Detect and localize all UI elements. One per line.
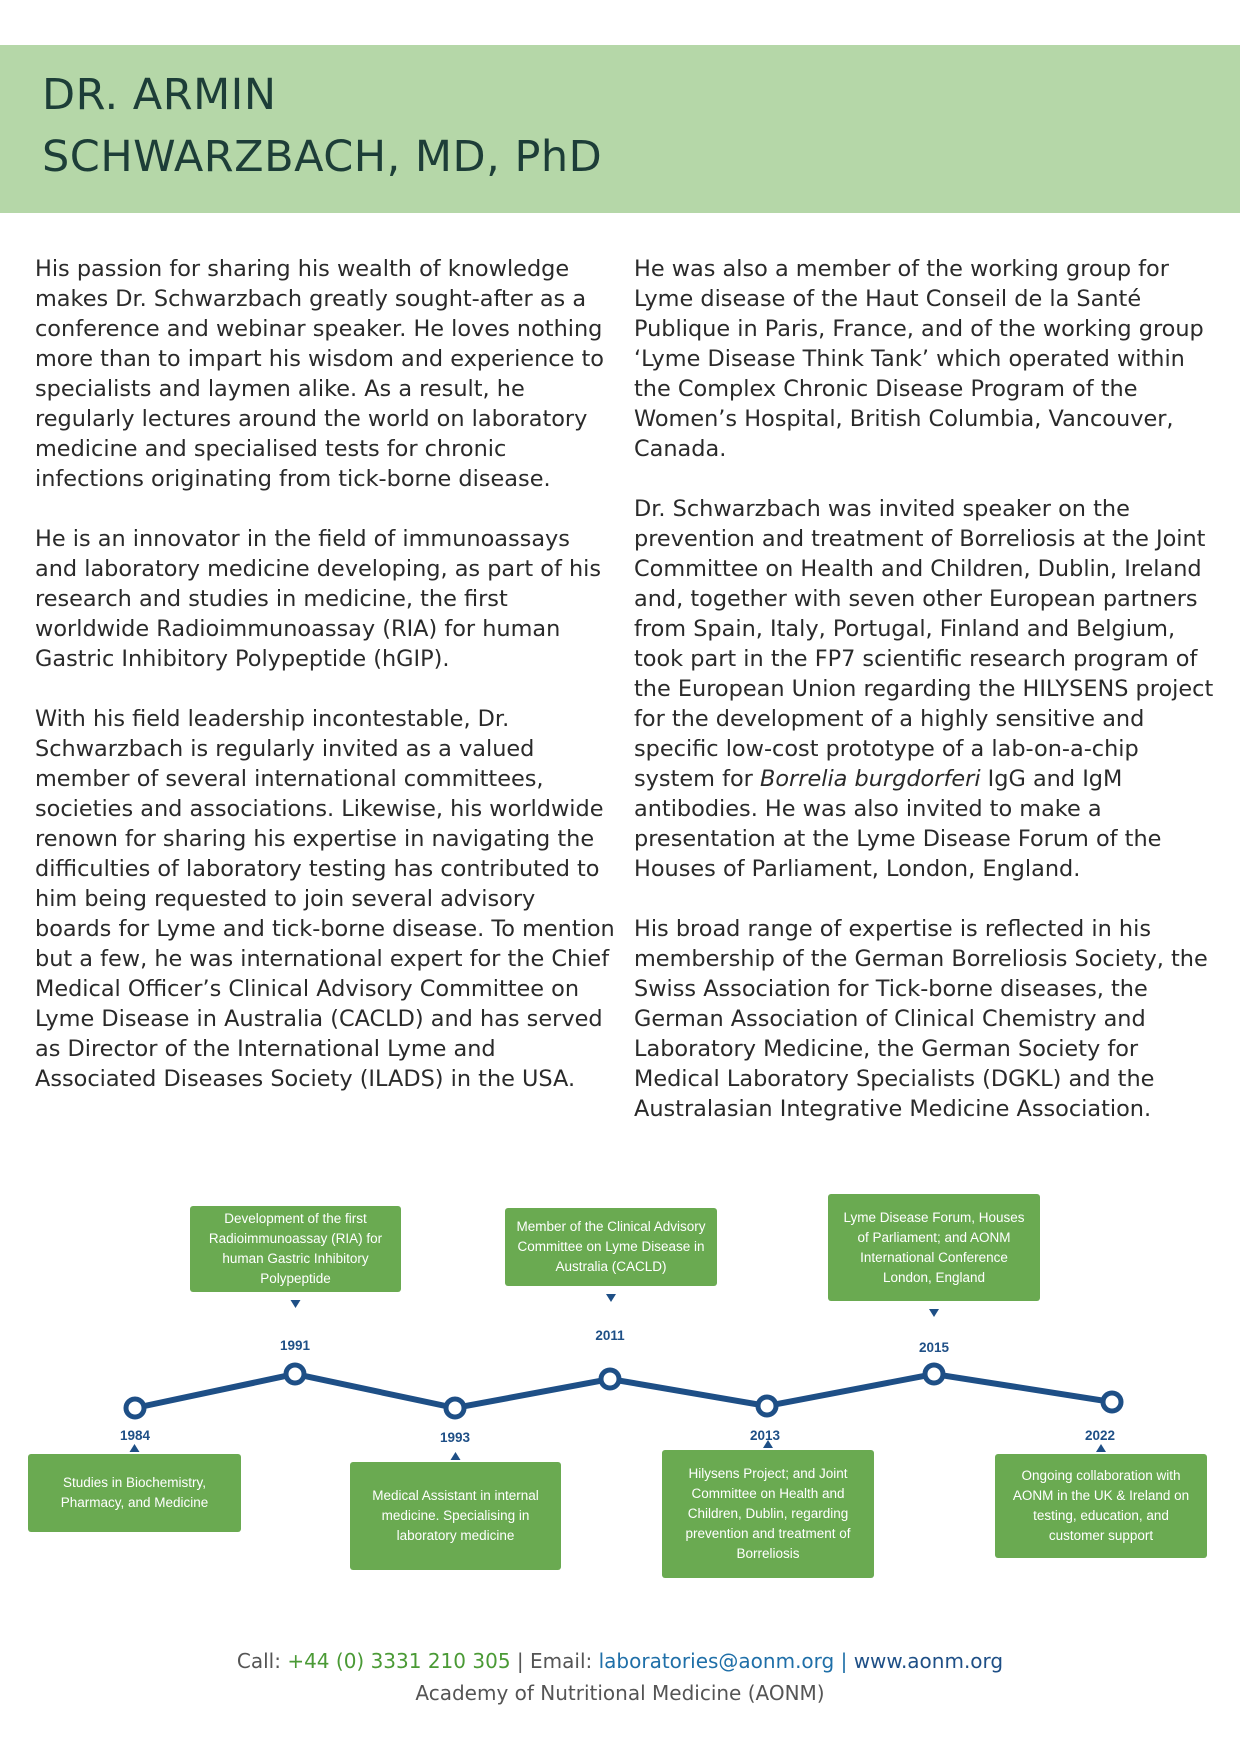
timeline-node (758, 1397, 776, 1415)
timeline-node (925, 1365, 943, 1383)
left-column (35, 254, 615, 1124)
timeline-event-box: Ongoing collaboration with AONM in the UK & Ireland on testing, education, and customer support (995, 1454, 1207, 1558)
timeline-pointer (291, 1300, 301, 1308)
career-timeline (0, 1180, 1240, 1600)
paragraph (634, 494, 1224, 884)
paragraph: He is an innovator in the field of immunoassays and laboratory medicine developing, as part of his research and studies in medicine, the first worldwide Radioimmunoassay (RIA) for human Gastric Inhibitory Polypeptide (hGIP). (35, 526, 602, 672)
paragraph: His broad range of expertise is reflected in his membership of the German Borreliosis Society, the Swiss Association for Tick-borne diseases, the German Association of Clinical Chemistry and Laboratory Medicine, the German Society for Medical Laboratory Specialists (DGKL) and the Australasian Integrative Medicine Association. (634, 916, 1208, 1122)
timeline-pointer (929, 1309, 939, 1317)
paragraph: With his field leadership incontestable, Dr. Schwarzbach is regularly invited as a valued member of several international committees, societies and associations. Likewise, his worldwide renown for sharing his expertise in navigating the difficulties of laboratory testing has contributed to him being requested to join several advisory boards for Lyme and tick-borne disease. To mention but a few, he was international expert for the Chief Medical Officer’s Clinical Advisory Committee on Lyme Disease in Australia (CACLD) and has served as Director of the International Lyme and Associated Diseases Society (ILADS) in the USA. (35, 706, 615, 1092)
timeline-year: 1993 (439, 1430, 471, 1445)
page-title (42, 64, 602, 188)
email-link[interactable]: laboratories@aonm.org (598, 1649, 835, 1673)
right-column (634, 254, 1224, 1154)
timeline-year: 2013 (749, 1428, 781, 1443)
timeline-pointer (1096, 1444, 1106, 1452)
call-label: Call: (236, 1649, 281, 1673)
organisation-name: Academy of Nutritional Medicine (AONM) (415, 1681, 825, 1705)
timeline-event-box: Medical Assistant in internal medicine. Specialising in laboratory medicine (350, 1462, 561, 1570)
text-run: Dr. Schwarzbach was invited speaker on the prevention and treatment of Borreliosis at the Joint Committee on Health and Children, Dublin, Ireland and, together with seven other European partners from Spain, Italy, Portugal, Finland and Belgium, took part in the FP7 scientific research program of the European Union regarding the HILYSENS project for the development of a highly sensitive and specific low-cost prototype of a lab-on-a-chip system for (634, 496, 1214, 792)
timeline-path (135, 1374, 1112, 1408)
timeline-node (446, 1399, 464, 1417)
timeline-event-box: Development of the first Radioimmunoassay (RIA) for human Gastric Inhibitory Polypeptide (190, 1206, 401, 1292)
phone-link[interactable]: +44 (0) 3331 210 305 (287, 1649, 511, 1673)
contact-line (0, 1645, 1240, 1677)
title-line-2: SCHWARZBACH, MD, PhD (42, 132, 603, 182)
timeline-year: 2015 (918, 1340, 950, 1355)
timeline-event-box: Lyme Disease Forum, Houses of Parliament; and AONM International Conference London, England (828, 1194, 1040, 1301)
paragraph: He was also a member of the working group for Lyme disease of the Haut Conseil de la Santé Publique in Paris, France, and of the working group ‘Lyme Disease Think Tank’ which operated within the Complex Chronic Disease Program of the Women’s Hospital, British Columbia, Vancouver, Canada. (634, 256, 1204, 462)
separator: | (840, 1649, 848, 1673)
italic-species-name: Borrelia burgdorferi (759, 766, 981, 792)
timeline-node (126, 1399, 144, 1417)
timeline-pointer (451, 1452, 461, 1460)
timeline-year: 1991 (279, 1338, 311, 1353)
timeline-year: 2011 (595, 1328, 625, 1343)
timeline-event-box: Member of the Clinical Advisory Committee on Lyme Disease in Australia (CACLD) (505, 1208, 717, 1286)
timeline-year: 1984 (119, 1428, 151, 1443)
website-link[interactable]: www.aonm.org (853, 1649, 1004, 1673)
text-run: IgG and IgM antibodies. He was also invited to make a presentation at the Lyme Disease Forum of the Houses of Parliament, London, England. (634, 766, 1162, 882)
separator: | (516, 1649, 524, 1673)
paragraph: His passion for sharing his wealth of knowledge makes Dr. Schwarzbach greatly sought-after as a conference and webinar speaker. He loves nothing more than to impart his wisdom and experience to specialists and laymen alike. As a result, he regularly lectures around the world on laboratory medicine and specialised tests for chronic infections originating from tick-borne disease. (35, 256, 604, 492)
timeline-event-box: Hilysens Project; and Joint Committee on Health and Children, Dublin, regarding prevention and treatment of Borreliosis (662, 1450, 874, 1578)
timeline-pointer (606, 1294, 616, 1302)
email-label: Email: (530, 1649, 593, 1673)
footer (0, 1645, 1240, 1709)
timeline-pointer (130, 1444, 140, 1452)
timeline-node (1103, 1393, 1121, 1411)
timeline-year: 2022 (1084, 1428, 1116, 1443)
timeline-node (286, 1365, 304, 1383)
title-line-1: DR. ARMIN (42, 70, 277, 120)
timeline-node (601, 1370, 619, 1388)
timeline-event-box: Studies in Biochemistry, Pharmacy, and Medicine (28, 1454, 241, 1532)
